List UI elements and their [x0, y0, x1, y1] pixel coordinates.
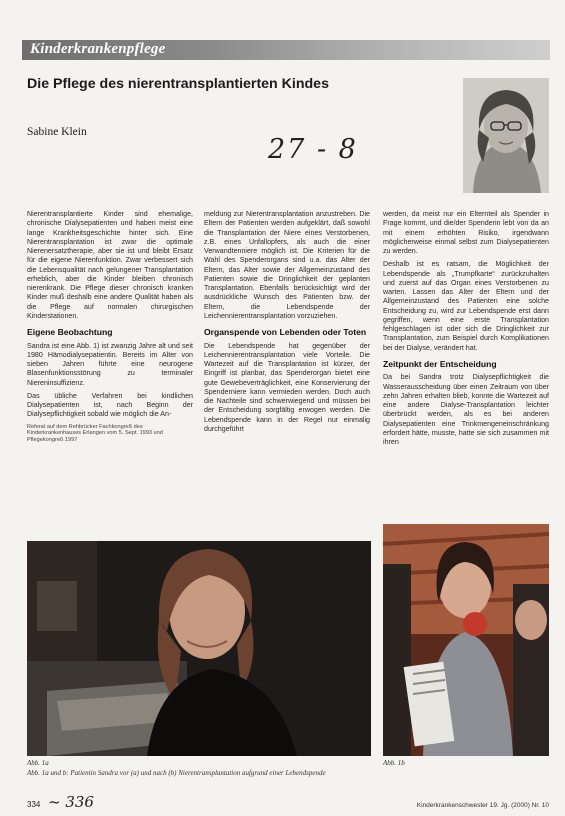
photo-patient-before: [27, 541, 371, 756]
page-number: 334: [27, 800, 41, 809]
section-label: Kinderkrankenpflege: [30, 41, 166, 57]
text-column-2: [204, 210, 370, 438]
body-paragraph: Deshalb ist es ratsam, die Möglichkeit der Lebendspende als „Trumpfkarte“ zurückzuhalten und zuerst auf das Organ eines Verstorbenen zu warten. Lassen das Alter der Eltern und der Allgemeinzustand des Patienten eine solche Entscheidung zu, wird zur Lebendspende erst dann gegriffen, wenn eine erste Transplantation fehlgeschlagen ist oder sich die Dringlichkeit zur Transplantation, zum Beispiel durch Komplikationen bei der Dialyse, verändert hat.: [383, 260, 549, 352]
author-portrait: [463, 78, 549, 193]
section-heading: Eigene Beobachtung: [27, 327, 113, 337]
text-column-1: [27, 210, 193, 444]
body-paragraph: Die Lebendspende hat gegenüber der Leichennierentransplantation viele Vorteile. Die Wartezeit auf die Transplantation ist kürzer, der Eingriff ist planbar, das Spenderorgan bietet eine gute Gewebeverträglichkeit, eine Konservierung der Spenderniere kann vermieden werden. Doch auch die Nachteile sind schwerwiegend und müssen bei der Entscheidung sorgfältig erwogen werden. Die Lebendspende kann in der Regel nur einmalig durchgeführt: [204, 341, 370, 433]
body-paragraph: meldung zur Nierentransplantation anzustreben. Die Eltern der Patienten werden aufgeklärt, daß sowohl die Transplantation der Niere eines Verstorbenen, z.B. eines Unfallopfers, als auch die einer Verwandtenniere möglich ist. Die Kriterien für die Wahl des Spenderorgans sind u.a. das Alter der Eltern, das Alter sowie der Allgemeinzustand des Patienten sowie die Dringlichkeit der geplanten Transplantation. Ebenfalls berücksichtigt wird der ausdrückliche Wunsch des Patienten bzw. der Eltern, die Lebendspende der Leichennierentransplantation vorzuziehen.: [204, 210, 370, 320]
caption-label-a: Abb. 1a: [27, 759, 49, 767]
text-column-3: [383, 210, 549, 451]
article-title: Die Pflege des nierentransplantierten Kindes: [27, 76, 329, 92]
body-paragraph: Da bei Sandra trotz Dialysepflichtigkeit die Wasserausscheidung über einen Zeitraum von über zehn Jahren erhalten blieb, konnte die Wartezeit auf eine andere Dialyse-Transplantation leichter überbrückt werden, als es bei anderen Dialysepatienten eine Trinkmengeneinschränkung erfordert hätte, musste, hatte sie sich zusammen mit ihren: [383, 373, 549, 446]
section-heading: Organspende von Lebenden oder Toten: [204, 327, 367, 337]
journal-reference: Kinderkrankenschwester 19. Jg. (2000) Nr. 10: [416, 802, 549, 809]
section-heading: Zeitpunkt der Entscheidung: [383, 358, 497, 369]
handwritten-page-number: ~ 336: [48, 793, 94, 811]
intro-paragraph: Nierentransplantierte Kinder sind ehemalige, chronische Dialysepatienten und haben meist eine lange Krankheitsgeschichte hinter sich. Eine Nierentransplantation ist zwar die optimale Nierenersatztherapie, aber sie ist und bleibt Ersatz für die eigene Nierenfunktion. Zwar verbessert sich die Lebensqualität nach gelungener Transplantation erheblich, aber die Kinder bleiben chronisch nierenkrank. Die Pflege dieser chronisch kranken Kinder muß deshalb eine andere Qualität haben als die Pflege auf normalen chirurgischen Kinderstationen.: [27, 210, 193, 320]
body-paragraph: werden, da meist nur ein Elternteil als Spender in Frage kommt, und die/der Spenderin lebt von da an mit einem erhöhten Risiko, irgendwann möglicherweise einmal selbst zum Dialysepatienten zu werden.: [383, 210, 549, 255]
footnote: Referat auf dem Rehbrücker Fachkongreß des Kinderkrankenhauses Erlangen vom 5. Sept. 1993 und Pflegekongreß 1997: [27, 423, 163, 444]
caption-label-b: Abb. 1b: [383, 759, 405, 767]
article-author: Sabine Klein: [27, 126, 87, 138]
body-paragraph: Das übliche Verfahren bei kindlichen Dialysepatienten ist, nach Beginn der Dialysepflichtigkeit sobald wie möglich die An-: [27, 391, 193, 419]
section-header-bar: [22, 40, 550, 60]
body-paragraph: Sandra ist eine Abb. 1) ist zwanzig Jahre alt und seit 1980 Hämodialysepatientin. Bereits im Alter von sieben Jahren führte eine neurogene Blasenfunktionsstörung zu terminaler Niereninsuffizienz.: [27, 341, 193, 387]
photo-patient-after: [383, 524, 549, 756]
figure-caption: Abb. 1a und b: Patientin Sandra vor (a) und nach (b) Nierentransplantation aufgrund einer Lebendspende: [27, 769, 326, 777]
handwritten-note: 27 - 8: [268, 134, 358, 165]
